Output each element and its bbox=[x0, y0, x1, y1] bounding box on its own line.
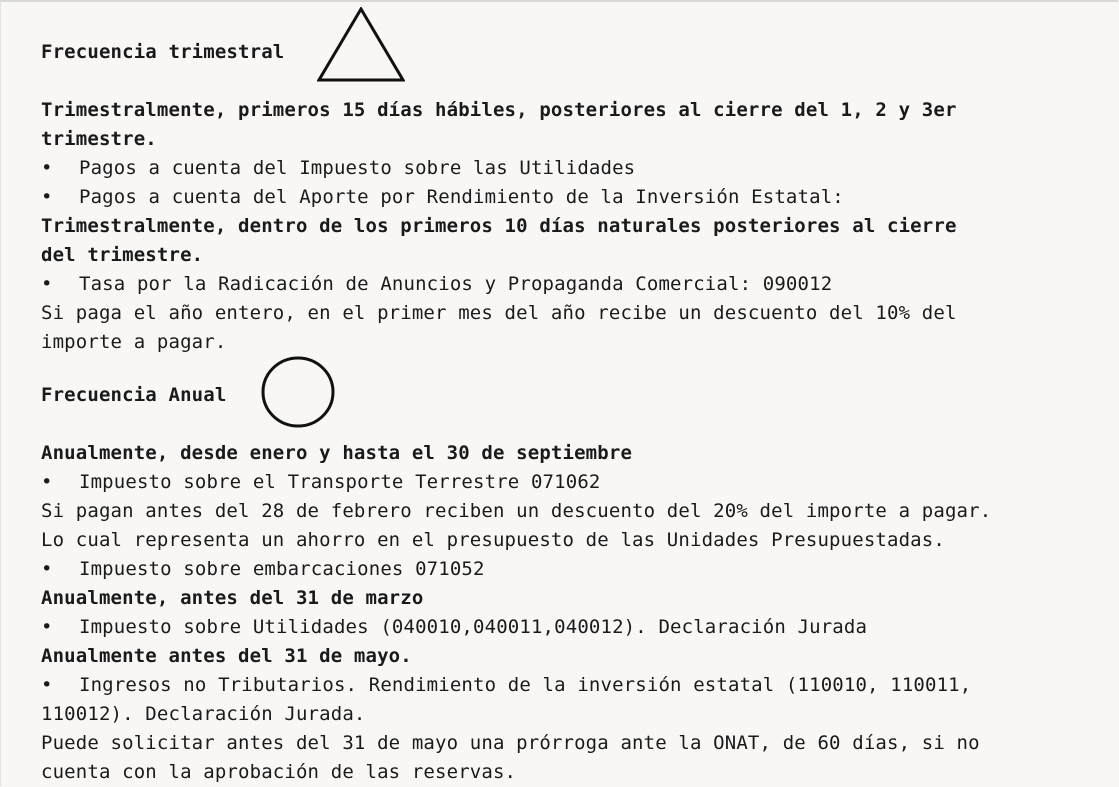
text-line: Si pagan antes del 28 de febrero reciben un descuento del 20% del importe a pagar. bbox=[41, 500, 992, 522]
bullet-icon: • bbox=[41, 471, 53, 493]
bold-line: Anualmente, antes del 31 de marzo bbox=[41, 587, 424, 609]
bullet-icon: • bbox=[41, 616, 53, 638]
section-heading-trimestral: Frecuencia trimestral bbox=[41, 41, 285, 63]
list-item: • Pagos a cuenta del Impuesto sobre las Utilidades bbox=[41, 154, 635, 183]
text-line: cuenta con la aprobación de las reservas. bbox=[41, 761, 517, 783]
text-line: Si paga el año entero, en el primer mes del año recibe un descuento del 10% del bbox=[41, 302, 957, 324]
list-item: • Impuesto sobre embarcaciones 071052 bbox=[41, 555, 485, 584]
text-line: importe a pagar. bbox=[41, 331, 227, 353]
text-line: Puede solicitar antes del 31 de mayo una prórroga ante la ONAT, de 60 días, si no bbox=[41, 732, 980, 754]
text-line: 110012). Declaración Jurada. bbox=[41, 703, 366, 725]
bullet-icon: • bbox=[41, 186, 53, 208]
list-item: • Impuesto sobre el Transporte Terrestre 071062 bbox=[41, 468, 601, 497]
text-line: Lo cual representa un ahorro en el presupuesto de las Unidades Presupuestadas. bbox=[41, 529, 945, 551]
triangle-icon bbox=[317, 7, 405, 82]
bold-line: trimestre. bbox=[41, 128, 157, 150]
bullet-icon: • bbox=[41, 558, 53, 580]
bold-line: Anualmente, desde enero y hasta el 30 de septiembre bbox=[41, 442, 633, 464]
bold-line: del trimestre. bbox=[41, 244, 204, 266]
list-item: • Impuesto sobre Utilidades (040010,040011,040012). Declaración Jurada bbox=[41, 613, 867, 642]
section-heading-anual: Frecuencia Anual bbox=[41, 384, 227, 406]
bullet-icon: • bbox=[41, 157, 53, 179]
circle-icon bbox=[260, 355, 336, 429]
bold-line: Trimestralmente, primeros 15 días hábiles, posteriores al cierre del 1, 2 y 3er bbox=[41, 99, 957, 121]
bold-line: Trimestralmente, dentro de los primeros 10 días naturales posteriores al cierre bbox=[41, 215, 957, 237]
bullet-icon: • bbox=[41, 674, 53, 696]
bold-line: Anualmente antes del 31 de mayo. bbox=[41, 645, 412, 667]
list-item: • Ingresos no Tributarios. Rendimiento de la inversión estatal (110010, 110011, bbox=[41, 671, 971, 700]
list-item: • Pagos a cuenta del Aporte por Rendimiento de la Inversión Estatal: bbox=[41, 183, 844, 212]
bullet-icon: • bbox=[41, 273, 53, 295]
list-item: • Tasa por la Radicación de Anuncios y Propaganda Comercial: 090012 bbox=[41, 270, 832, 299]
